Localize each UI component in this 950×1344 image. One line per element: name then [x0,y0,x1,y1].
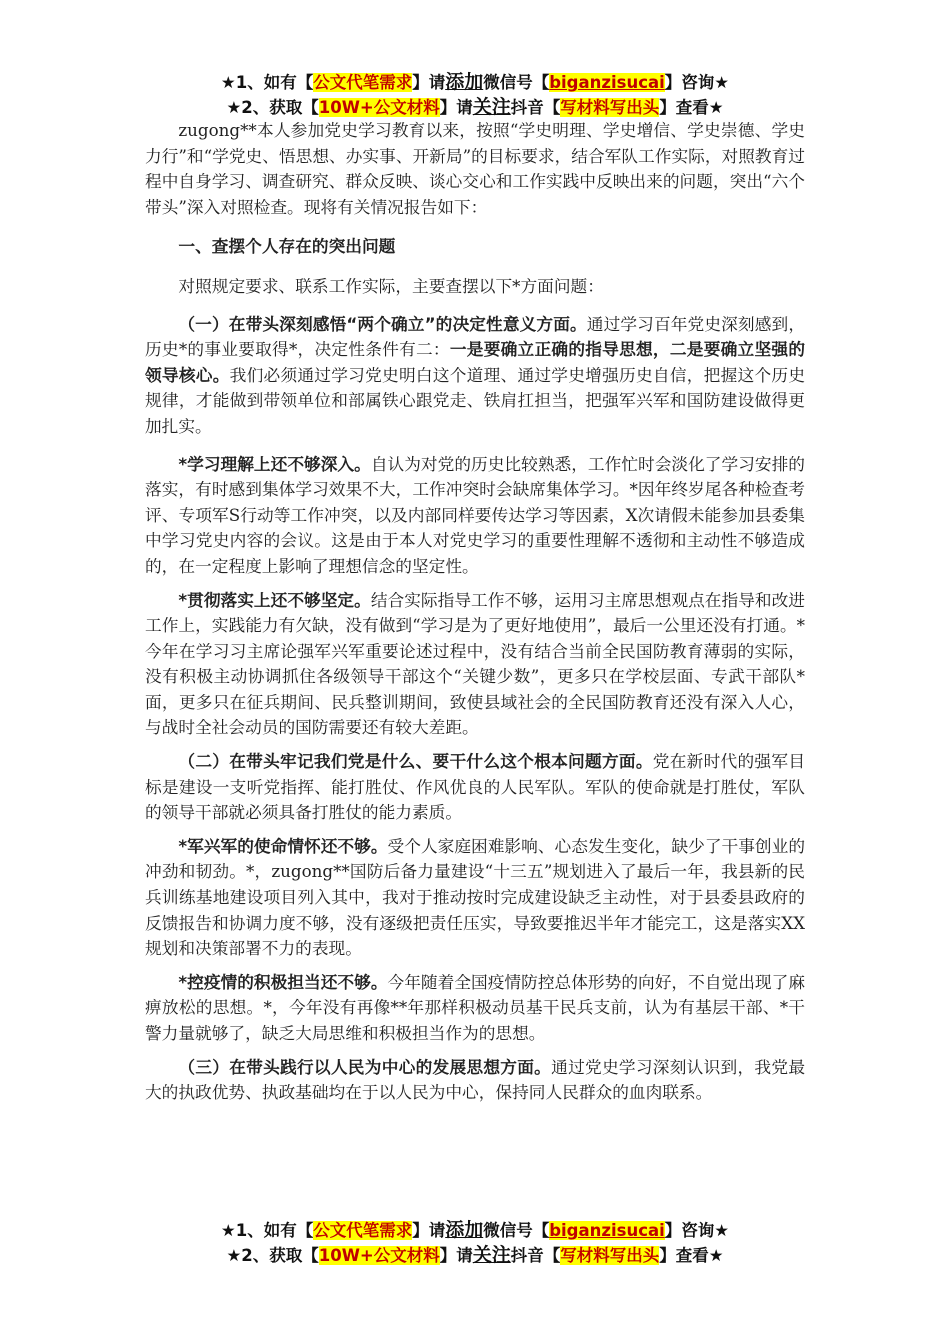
subsection-title: （三）在带头践行以人民为中心的发展思想方面。 [178,1056,552,1077]
banner-wechat-id: biganzisucai [549,73,665,92]
banner-highlight: 10W+公文材料 [318,98,440,117]
section-lead-paragraph: 对照规定要求、联系工作实际，主要查摆以下*方面问题： [178,275,604,296]
item-title: *控疫情的积极担当还不够。 [178,971,388,992]
banner-text: 】咨询★ [664,73,730,92]
item-title: *学习理解上还不够深入。 [178,453,371,474]
problem-item-1 [145,452,805,580]
banner-highlight: 写材料写出头 [560,1246,660,1265]
banner-line-1 [100,70,850,95]
banner-emphasis: 添加 [445,71,484,93]
banner-highlight: 10W+公文材料 [318,1246,440,1265]
banner-text: ★1、如有【 [220,1221,314,1240]
paragraph-text: 自认为对党的历史比较熟悉，工作忙时会淡化了学习安排的落实，有时感到集体学习效果不大，工作冲突时会缺席集体学习。*因年终岁尾各种检查考评、专项军S行动等工作冲突，以及内部同样要传达学习等因素，X次请假未能参加县委集中学习党史内容的会议。这是由于本人对党史学习的重要性理解不透彻和主动性不够造成的，在一定程度上影响了理想信念的坚定性。 [145,453,805,576]
subsection-title: （二）在带头牢记我们党是什么、要干什么这个根本问题方面。 [178,751,653,772]
banner-wechat-id: biganzisucai [549,1221,665,1240]
intro-paragraph: zugong**本人参加党史学习教育以来，按照“学史明理、学史增信、学史崇德、学史力行”和“学党史、悟思想、办实事、开新局”的目标要求，结合军队工作实际，对照教育过程中自身学习、调查研究、群众反映、谈心交心和工作实践中反映出来的问题，突出“六个带头”深入对照检查。现将有关情况报告如下： [145,120,805,217]
banner-line-2 [100,95,850,120]
banner-highlight: 公文代笔需求 [313,73,413,92]
banner-text: 】请 [439,98,473,117]
banner-line-1 [100,1218,850,1243]
document-body [145,118,805,1106]
paragraph-text: 通过党史学习深刻认识到，我党最大的执政优势、执政基础均在于以人民为中心，保持同人民群众的血肉联系。 [145,1056,806,1103]
paragraph-text: 我们必须通过学习党史明白这个道理、通过学史增强历史自信，把握这个历史规律，才能做到带领单位和部属铁心跟党走、铁肩扛担当，把强军兴军和国防建设做得更加扎实。 [145,364,806,436]
item-title: *贯彻落实上还不够坚定。 [178,589,371,610]
problem-item-4 [145,970,805,1047]
subsection-title: （一）在带头深刻感悟“两个确立”的决定性意义方面。 [178,313,587,334]
banner-text: ★2、获取【 [226,1246,319,1265]
paragraph-text: 党在新时代的强军目标是建设一支听党指挥、能打胜仗、作风优良的人民军队。军队的使命就是打胜仗，军队的领导干部就必须具备打胜仗的能力素质。 [145,751,806,823]
paragraph-text: 受个人家庭困难影响、心态发生变化，缺少了干事创业的冲劲和韧劲。*，zugong**国防后备力量建设“十三五”规划进入了最后一年，我县新的民兵训练基地建设项目列入其中，我对于推动按时完成建设缺乏主动性，对于县委县政府的反馈报告和协调力度不够，没有逐级把责任压实，导致要推迟半年才能完工，这是落实XX规划和决策部署不力的表现。 [145,835,806,959]
subsection-3-paragraph [145,1055,805,1106]
banner-text: 】咨询★ [664,1221,730,1240]
subsection-1-paragraph [145,312,805,440]
banner-emphasis: 关注 [472,96,511,118]
bold-phrase: 一是要确立正确的指导思想，二是要确立坚强的领导核心。 [145,339,806,385]
banner-line-2 [100,1243,850,1268]
banner-highlight: 公文代笔需求 [313,1221,413,1240]
banner-text: 微信号【 [483,1221,550,1240]
banner-text: ★2、获取【 [226,98,319,117]
subsection-2-paragraph [145,749,805,826]
banner-highlight: 写材料写出头 [560,98,660,117]
banner-text: 微信号【 [483,73,550,92]
section-heading: 一、查摆个人存在的突出问题 [178,236,396,257]
paragraph-text: 结合实际指导工作不够，运用习主席思想观点在指导和改进工作上，实践能力有欠缺，没有做到“学习是为了更好地使用”，最后一公里还没有打通。*今年在学习习主席论强军兴军重要论述过程中，没有结合当前全民国防教育薄弱的实际，没有积极主动协调抓住各级领导干部这个“关键少数”，更多只在学校层面、专武干部队*面，更多只在征兵期间、民兵整训期间，致使县域社会的全民国防教育还没有深入人心，与战时全社会动员的国防需要还有较大差距。 [145,589,805,738]
banner-text: ★1、如有【 [220,73,314,92]
paragraph-text: 通过学习百年党史深刻感到，历史*的事业要取得*，决定性条件有二： [145,313,806,360]
banner-text: 】请 [412,73,446,92]
banner-text: 抖音【 [510,98,561,117]
header-ad-banner [100,70,850,120]
item-title: *军兴军的使命情怀还不够。 [178,835,388,856]
banner-emphasis: 关注 [472,1244,511,1266]
banner-emphasis: 添加 [445,1219,484,1241]
banner-text: 抖音【 [510,1246,561,1265]
footer-ad-banner [100,1218,850,1268]
banner-text: 】查看★ [659,98,724,117]
banner-text: 】请 [439,1246,473,1265]
paragraph-text: 今年随着全国疫情防控总体形势的向好，不自觉出现了麻痹放松的思想。*，今年没有再像**年那样积极动员基干民兵支前，认为有基层干部、*干警力量就够了，缺乏大局思维和积极担当作为的思想。 [145,971,806,1043]
banner-text: 】请 [412,1221,446,1240]
problem-item-3 [145,834,805,962]
problem-item-2 [145,588,805,742]
banner-text: 】查看★ [659,1246,724,1265]
